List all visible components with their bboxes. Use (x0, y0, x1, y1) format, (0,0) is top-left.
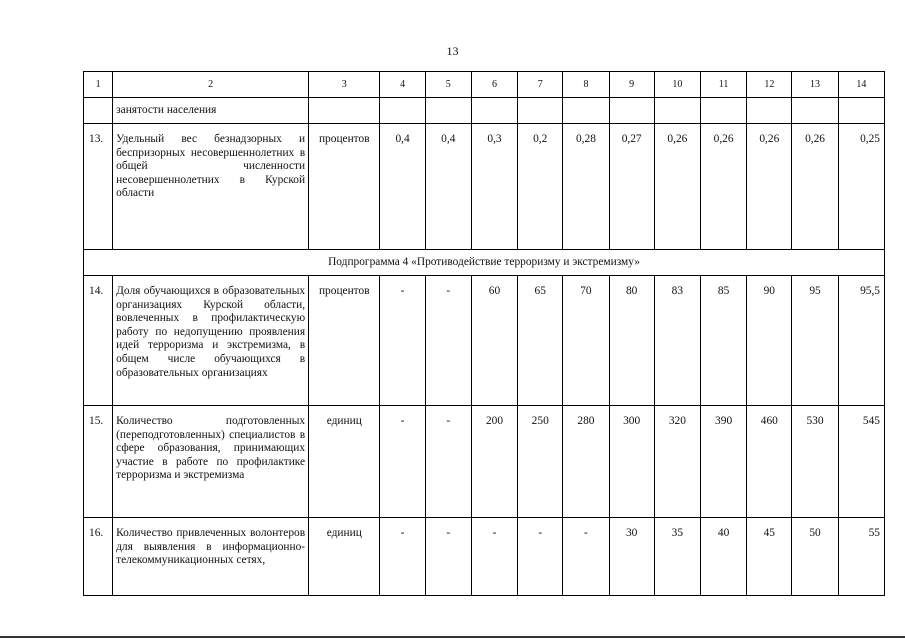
column-number: 13 (792, 72, 838, 98)
value-cell: 85 (700, 276, 746, 406)
value-cell: 545 (838, 406, 884, 518)
column-number-header (84, 72, 885, 98)
value-cell: - (563, 518, 609, 596)
subprogram-row (84, 250, 885, 276)
value-cell: 0,26 (700, 124, 746, 250)
value-cell: 0,26 (792, 124, 838, 250)
value-cell: 55 (838, 518, 884, 596)
value-cell: - (425, 518, 471, 596)
row-number: 14. (84, 276, 113, 406)
value-cell: 0,3 (471, 124, 517, 250)
column-number: 4 (380, 72, 425, 98)
value-cell: 390 (700, 406, 746, 518)
value-cell: 320 (654, 406, 700, 518)
indicator-name: Количество подготовленных (переподготовленных) специалистов в сфере образования, принимающих участие в работе по профилактике терроризма и экстремизма (113, 406, 309, 518)
value-cell: 50 (792, 518, 838, 596)
value-cell: 0,4 (380, 124, 425, 250)
continuation-row (84, 98, 885, 124)
column-number: 6 (471, 72, 517, 98)
column-number: 8 (563, 72, 609, 98)
value-cell: 250 (518, 406, 563, 518)
value-cell: - (380, 518, 425, 596)
unit-cell: процентов (309, 276, 380, 406)
value-cell: 0,25 (838, 124, 884, 250)
value-cell: 83 (654, 276, 700, 406)
value-cell: 0,26 (747, 124, 792, 250)
indicator-row (84, 276, 885, 406)
value-cell: - (380, 406, 425, 518)
page-number: 13 (446, 44, 459, 58)
column-number: 5 (425, 72, 471, 98)
value-cell: 0,26 (654, 124, 700, 250)
value-cell: 80 (609, 276, 654, 406)
value-cell: 200 (471, 406, 517, 518)
row-number: 13. (84, 124, 113, 250)
value-cell: - (471, 518, 517, 596)
row-number: 15. (84, 406, 113, 518)
indicator-row (84, 124, 885, 250)
value-cell: 30 (609, 518, 654, 596)
value-cell: 40 (700, 518, 746, 596)
unit-cell: единиц (309, 518, 380, 596)
value-cell: 0,28 (563, 124, 609, 250)
value-cell: 90 (747, 276, 792, 406)
value-cell: 70 (563, 276, 609, 406)
column-number: 2 (113, 72, 309, 98)
indicator-row (84, 518, 885, 596)
value-cell: 460 (747, 406, 792, 518)
column-number: 9 (609, 72, 654, 98)
indicator-name: Количество привлеченных волонтеров для выявления в информационно-телекоммуникационных сетях, (113, 518, 309, 596)
unit-cell: единиц (309, 406, 380, 518)
value-cell: 530 (792, 406, 838, 518)
column-number: 1 (84, 72, 113, 98)
indicator-name: Доля обучающихся в образовательных организациях Курской области, вовлеченных в профилактическую работу по недопущению проявления идей терроризма и экстремизма, в общем числе обучающихся в образовательных организациях (113, 276, 309, 406)
value-cell: 0,27 (609, 124, 654, 250)
indicators-table (83, 71, 885, 596)
value-cell: - (518, 518, 563, 596)
value-cell: 45 (747, 518, 792, 596)
value-cell: 280 (563, 406, 609, 518)
continuation-text: занятости населения (113, 98, 309, 124)
value-cell: 65 (518, 276, 563, 406)
value-cell: 0,2 (518, 124, 563, 250)
value-cell: 0,4 (425, 124, 471, 250)
value-cell: - (425, 276, 471, 406)
row-number: 16. (84, 518, 113, 596)
value-cell: 95 (792, 276, 838, 406)
value-cell: 60 (471, 276, 517, 406)
column-number: 7 (518, 72, 563, 98)
column-number: 14 (838, 72, 884, 98)
subprogram-title: Подпрограмма 4 «Противодействие терроризму и экстремизму» (84, 250, 885, 276)
column-number: 3 (309, 72, 380, 98)
column-number: 11 (700, 72, 746, 98)
value-cell: 95,5 (838, 276, 884, 406)
page-bottom-rule (0, 636, 905, 638)
column-number: 10 (654, 72, 700, 98)
indicator-name: Удельный вес безнадзорных и беспризорных несовершеннолетних в общей численности несовершеннолетних в Курской области (113, 124, 309, 250)
value-cell: 35 (654, 518, 700, 596)
column-number: 12 (747, 72, 792, 98)
value-cell: - (380, 276, 425, 406)
value-cell: 300 (609, 406, 654, 518)
unit-cell: процентов (309, 124, 380, 250)
indicator-row (84, 406, 885, 518)
value-cell: - (425, 406, 471, 518)
